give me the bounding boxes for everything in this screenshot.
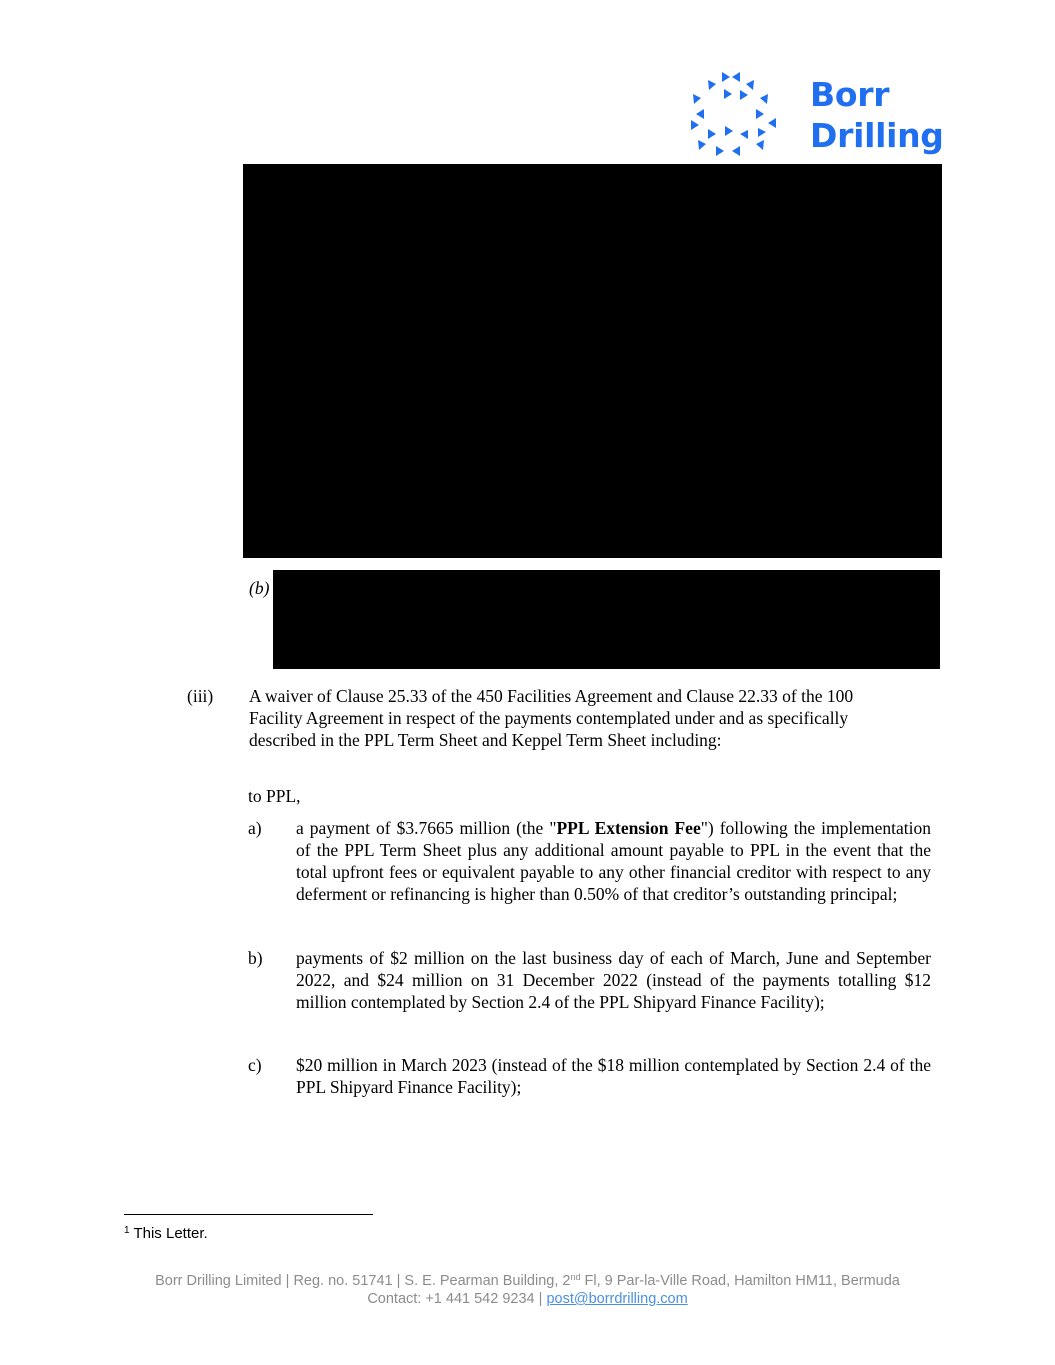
- sub-item-b-text: payments of $2 million on the last business day of each of March, June and September 2022, and $24 million on 31 December 2022 (instead of the payments totalling $12 million contemplated by Section 2.4 of the PPL Shipyard Finance Facility);: [296, 948, 931, 1012]
- redaction-block-b: [273, 570, 940, 669]
- footer-ordinal: nd: [570, 1272, 581, 1282]
- to-ppl-text: to PPL,: [248, 786, 301, 806]
- sub-item-b-label: b): [248, 948, 263, 968]
- logo-line-1: Borr: [810, 75, 890, 114]
- item-iii-line-2: Facility Agreement in respect of the payments contemplated under and as specifically: [249, 708, 849, 728]
- footnote-mark: 1: [124, 1225, 130, 1236]
- sub-item-c-label: c): [248, 1055, 262, 1075]
- company-logo: [688, 68, 944, 164]
- redacted-item-label: (b): [249, 578, 270, 598]
- footer-contact-text: Contact: +1 441 542 9234 |: [367, 1291, 547, 1307]
- footnote-text: This Letter.: [133, 1225, 208, 1242]
- footer-email-link[interactable]: post@borrdrilling.com: [546, 1291, 688, 1307]
- item-iii-line-1: A waiver of Clause 25.33 of the 450 Facilities Agreement and Clause 22.33 of the 100: [249, 686, 854, 706]
- item-iii-label: (iii): [187, 686, 214, 706]
- redaction-block-large: [243, 164, 942, 558]
- footer-contact-line: [0, 1290, 1055, 1308]
- sub-item-a-text-end: ") following the implementation of the PPL Term Sheet plus any additional amount payable to PPL in the event that the total upfront fees or equivalent payable to any other financial creditor with respect to any deferment or refinancing is higher than 0.50% of that creditor’s outstanding principal;: [296, 818, 931, 904]
- footnote-divider: [124, 1214, 373, 1215]
- sub-item-a-label: a): [248, 818, 262, 838]
- footer-company-line: [0, 1268, 1055, 1290]
- sub-item-a-text: [296, 817, 931, 905]
- footer-address-start: Borr Drilling Limited | Reg. no. 51741 | S. E. Pearman Building, 2: [155, 1273, 571, 1289]
- footer-address-end: Fl, 9 Par-la-Ville Road, Hamilton HM11, Bermuda: [580, 1273, 900, 1289]
- borr-dot-ring-icon: [688, 68, 788, 164]
- sub-item-a-text-start: a payment of $3.7665 million (the ": [296, 818, 557, 838]
- page-footer: [0, 1268, 1055, 1308]
- ppl-extension-fee-term: PPL Extension Fee: [556, 818, 701, 838]
- logo-line-2: Drilling: [810, 116, 944, 155]
- item-iii-text: [249, 685, 939, 751]
- sub-item-c-text: $20 million in March 2023 (instead of the $18 million contemplated by Section 2.4 of the PPL Shipyard Finance Facility);: [296, 1055, 931, 1097]
- footnote: [124, 1222, 208, 1243]
- logo-wordmark: [810, 74, 944, 156]
- item-iii-line-3: described in the PPL Term Sheet and Keppel Term Sheet including:: [249, 730, 722, 750]
